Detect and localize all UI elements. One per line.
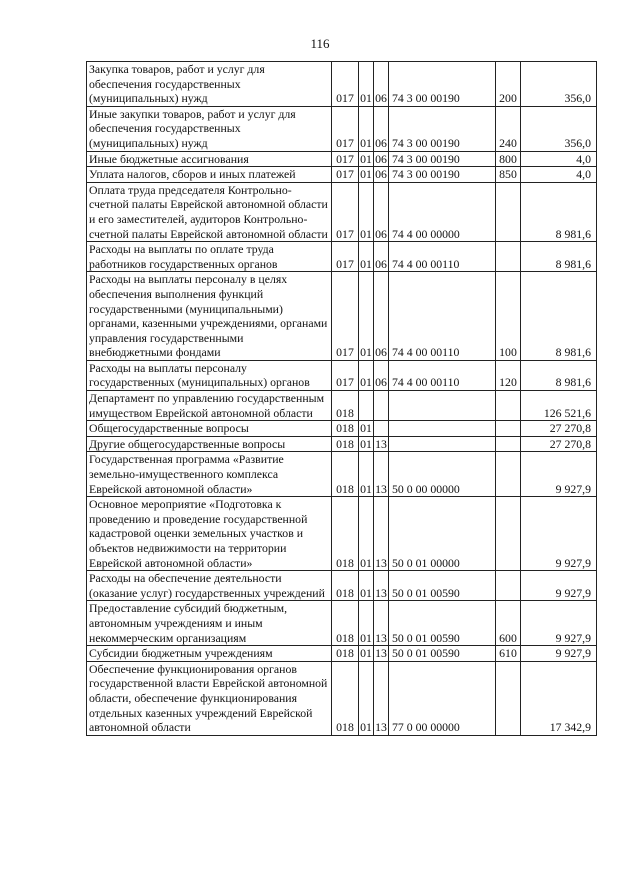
amount-cell: 8 981,6 xyxy=(521,242,597,272)
row-name-cell: Расходы на выплаты по оплате труда работников государственных органов xyxy=(87,242,332,272)
target-article-code-cell: 50 0 01 00590 xyxy=(389,646,496,662)
table-row xyxy=(87,571,597,601)
admin-code-cell: 018 xyxy=(332,452,359,497)
target-article-code-cell: 74 3 00 00190 xyxy=(389,167,496,183)
table-row xyxy=(87,601,597,646)
table-row xyxy=(87,272,597,361)
expense-type-code-cell: 600 xyxy=(496,601,521,646)
expense-type-code-cell xyxy=(496,661,521,735)
target-article-code-cell: 74 4 00 00000 xyxy=(389,182,496,241)
subsection-code-cell: 06 xyxy=(374,62,389,107)
amount-cell: 27 270,8 xyxy=(521,436,597,452)
expense-type-code-cell xyxy=(496,391,521,421)
admin-code-cell: 017 xyxy=(332,151,359,167)
section-code-cell: 01 xyxy=(359,106,374,151)
target-article-code-cell: 74 3 00 00190 xyxy=(389,106,496,151)
target-article-code-cell: 50 0 01 00590 xyxy=(389,571,496,601)
expense-type-code-cell: 120 xyxy=(496,360,521,390)
budget-table-body xyxy=(87,62,597,736)
row-name-cell: Субсидии бюджетным учреждениям xyxy=(87,646,332,662)
target-article-code-cell: 77 0 00 00000 xyxy=(389,661,496,735)
amount-cell: 9 927,9 xyxy=(521,497,597,571)
section-code-cell: 01 xyxy=(360,421,372,436)
row-name-cell: Уплата налогов, сборов и иных платежей xyxy=(87,167,332,183)
admin-code-cell: 018 xyxy=(332,571,359,601)
amount-cell: 356,0 xyxy=(521,106,597,151)
table-row xyxy=(87,106,597,151)
expense-type-code-cell xyxy=(496,571,521,601)
section-code-cell: 01 xyxy=(360,646,372,661)
row-name-cell: Другие общегосударственные вопросы xyxy=(87,436,332,452)
subsection-code-cell: 06 xyxy=(374,182,389,241)
admin-code-cell: 017 xyxy=(332,182,359,241)
subsection-code-cell: 13 xyxy=(375,436,387,451)
subsection-code-cell: 13 xyxy=(374,497,389,571)
subsection-code-cell: 06 xyxy=(374,106,389,151)
admin-code-cell: 017 xyxy=(332,106,359,151)
admin-code-cell: 017 xyxy=(332,167,359,183)
expense-type-code-cell: 800 xyxy=(496,151,521,167)
target-article-code-cell xyxy=(389,436,496,452)
table-row xyxy=(87,391,597,421)
section-code-cell: 01 xyxy=(360,167,372,182)
expense-type-code-cell: 850 xyxy=(496,167,521,183)
row-name-cell: Расходы на выплаты персоналу государственных (муниципальных) органов xyxy=(87,360,332,390)
row-name-cell: Иные закупки товаров, работ и услуг для обеспечения государственных (муниципальных) нужд xyxy=(87,106,332,151)
section-code-cell: 01 xyxy=(359,360,374,390)
table-row xyxy=(87,452,597,497)
admin-code-cell: 017 xyxy=(332,242,359,272)
section-code-cell: 01 xyxy=(359,272,374,361)
expense-type-code-cell: 100 xyxy=(496,272,521,361)
admin-code-cell: 017 xyxy=(332,272,359,361)
section-code-cell: 01 xyxy=(359,182,374,241)
row-name-cell: Общегосударственные вопросы xyxy=(87,421,332,437)
subsection-code-cell: 06 xyxy=(375,167,387,182)
row-name-cell: Расходы на обеспечение деятельности (оказание услуг) государственных учреждений xyxy=(87,571,332,601)
admin-code-cell: 018 xyxy=(332,601,359,646)
section-code-cell: 01 xyxy=(359,242,374,272)
admin-code-cell: 018 xyxy=(332,497,359,571)
section-code-cell: 01 xyxy=(359,62,374,107)
target-article-code-cell: 50 0 01 00590 xyxy=(389,601,496,646)
amount-cell: 4,0 xyxy=(521,167,597,183)
expense-type-code-cell: 610 xyxy=(496,646,521,662)
row-name-cell: Закупка товаров, работ и услуг для обеспечения государственных (муниципальных) нужд xyxy=(87,62,332,107)
admin-code-cell: 017 xyxy=(332,360,359,390)
target-article-code-cell: 74 3 00 00190 xyxy=(389,151,496,167)
admin-code-cell: 018 xyxy=(332,646,359,662)
amount-cell: 9 927,9 xyxy=(521,601,597,646)
section-code-cell: 01 xyxy=(359,497,374,571)
table-row xyxy=(87,421,597,437)
table-row xyxy=(87,497,597,571)
expense-type-code-cell xyxy=(496,436,521,452)
table-row xyxy=(87,182,597,241)
admin-code-cell: 018 xyxy=(332,421,359,437)
section-code-cell xyxy=(359,391,374,421)
table-row xyxy=(87,360,597,390)
amount-cell: 8 981,6 xyxy=(521,182,597,241)
amount-cell: 4,0 xyxy=(521,151,597,167)
table-row xyxy=(87,661,597,735)
section-code-cell: 01 xyxy=(359,601,374,646)
amount-cell: 17 342,9 xyxy=(521,661,597,735)
amount-cell: 8 981,6 xyxy=(521,272,597,361)
row-name-cell: Обеспечение функционирования органов государственной власти Еврейской автономной области, обеспечение функционирования отдельных казенных учреждений Еврейской автономной области xyxy=(87,661,332,735)
expense-type-code-cell: 240 xyxy=(496,106,521,151)
admin-code-cell: 017 xyxy=(332,62,359,107)
row-name-cell: Иные бюджетные ассигнования xyxy=(87,151,332,167)
subsection-code-cell: 13 xyxy=(374,601,389,646)
subsection-code-cell xyxy=(374,421,389,437)
admin-code-cell: 018 xyxy=(332,436,359,452)
expense-type-code-cell xyxy=(496,421,521,437)
expense-type-code-cell xyxy=(496,242,521,272)
subsection-code-cell: 06 xyxy=(374,242,389,272)
admin-code-cell: 018 xyxy=(332,661,359,735)
expense-type-code-cell xyxy=(496,452,521,497)
section-code-cell: 01 xyxy=(359,452,374,497)
target-article-code-cell xyxy=(389,421,496,437)
table-row xyxy=(87,242,597,272)
subsection-code-cell: 13 xyxy=(374,661,389,735)
expense-type-code-cell xyxy=(496,182,521,241)
table-row xyxy=(87,151,597,167)
amount-cell: 9 927,9 xyxy=(521,452,597,497)
section-code-cell: 01 xyxy=(360,436,372,451)
amount-cell: 126 521,6 xyxy=(521,391,597,421)
budget-table xyxy=(86,61,597,736)
section-code-cell: 01 xyxy=(359,661,374,735)
amount-cell: 8 981,6 xyxy=(521,360,597,390)
amount-cell: 9 927,9 xyxy=(521,571,597,601)
target-article-code-cell: 74 4 00 00110 xyxy=(389,360,496,390)
subsection-code-cell: 06 xyxy=(374,360,389,390)
subsection-code-cell: 06 xyxy=(374,272,389,361)
row-name-cell: Государственная программа «Развитие земельно-имущественного комплекса Еврейской автономной области» xyxy=(87,452,332,497)
row-name-cell: Департамент по управлению государственным имуществом Еврейской автономной области xyxy=(87,391,332,421)
target-article-code-cell: 74 4 00 00110 xyxy=(389,242,496,272)
page-number: 116 xyxy=(310,36,330,51)
row-name-cell: Оплата труда председателя Контрольно-счетной палаты Еврейской автономной области и его заместителей, аудиторов Контрольно-счетной палаты Еврейской автономной области xyxy=(87,182,332,241)
subsection-code-cell: 06 xyxy=(375,151,387,166)
table-row xyxy=(87,436,597,452)
subsection-code-cell: 13 xyxy=(374,571,389,601)
row-name-cell: Предоставление субсидий бюджетным, автономным учреждениям и иным некоммерческим организациям xyxy=(87,601,332,646)
subsection-code-cell xyxy=(374,391,389,421)
target-article-code-cell xyxy=(389,391,496,421)
table-row xyxy=(87,167,597,183)
expense-type-code-cell: 200 xyxy=(496,62,521,107)
target-article-code-cell: 50 0 00 00000 xyxy=(389,452,496,497)
subsection-code-cell: 13 xyxy=(374,452,389,497)
expense-type-code-cell xyxy=(496,497,521,571)
row-name-cell: Основное мероприятие «Подготовка к проведению и проведение государственной кадастровой оценки земельных участков и объектов недвижимости на территории Еврейской автономной области» xyxy=(87,497,332,571)
admin-code-cell: 018 xyxy=(332,391,359,421)
target-article-code-cell: 50 0 01 00000 xyxy=(389,497,496,571)
section-code-cell: 01 xyxy=(360,151,372,166)
amount-cell: 27 270,8 xyxy=(521,421,597,437)
table-row xyxy=(87,646,597,662)
row-name-cell: Расходы на выплаты персоналу в целях обеспечения выполнения функций государственными (муниципальными) органами, казенными учреждениями, органами управления государственными внебюджетными фондами xyxy=(87,272,332,361)
amount-cell: 356,0 xyxy=(521,62,597,107)
subsection-code-cell: 13 xyxy=(375,646,387,661)
amount-cell: 9 927,9 xyxy=(521,646,597,662)
section-code-cell: 01 xyxy=(359,571,374,601)
target-article-code-cell: 74 4 00 00110 xyxy=(389,272,496,361)
target-article-code-cell: 74 3 00 00190 xyxy=(389,62,496,107)
table-row xyxy=(87,62,597,107)
